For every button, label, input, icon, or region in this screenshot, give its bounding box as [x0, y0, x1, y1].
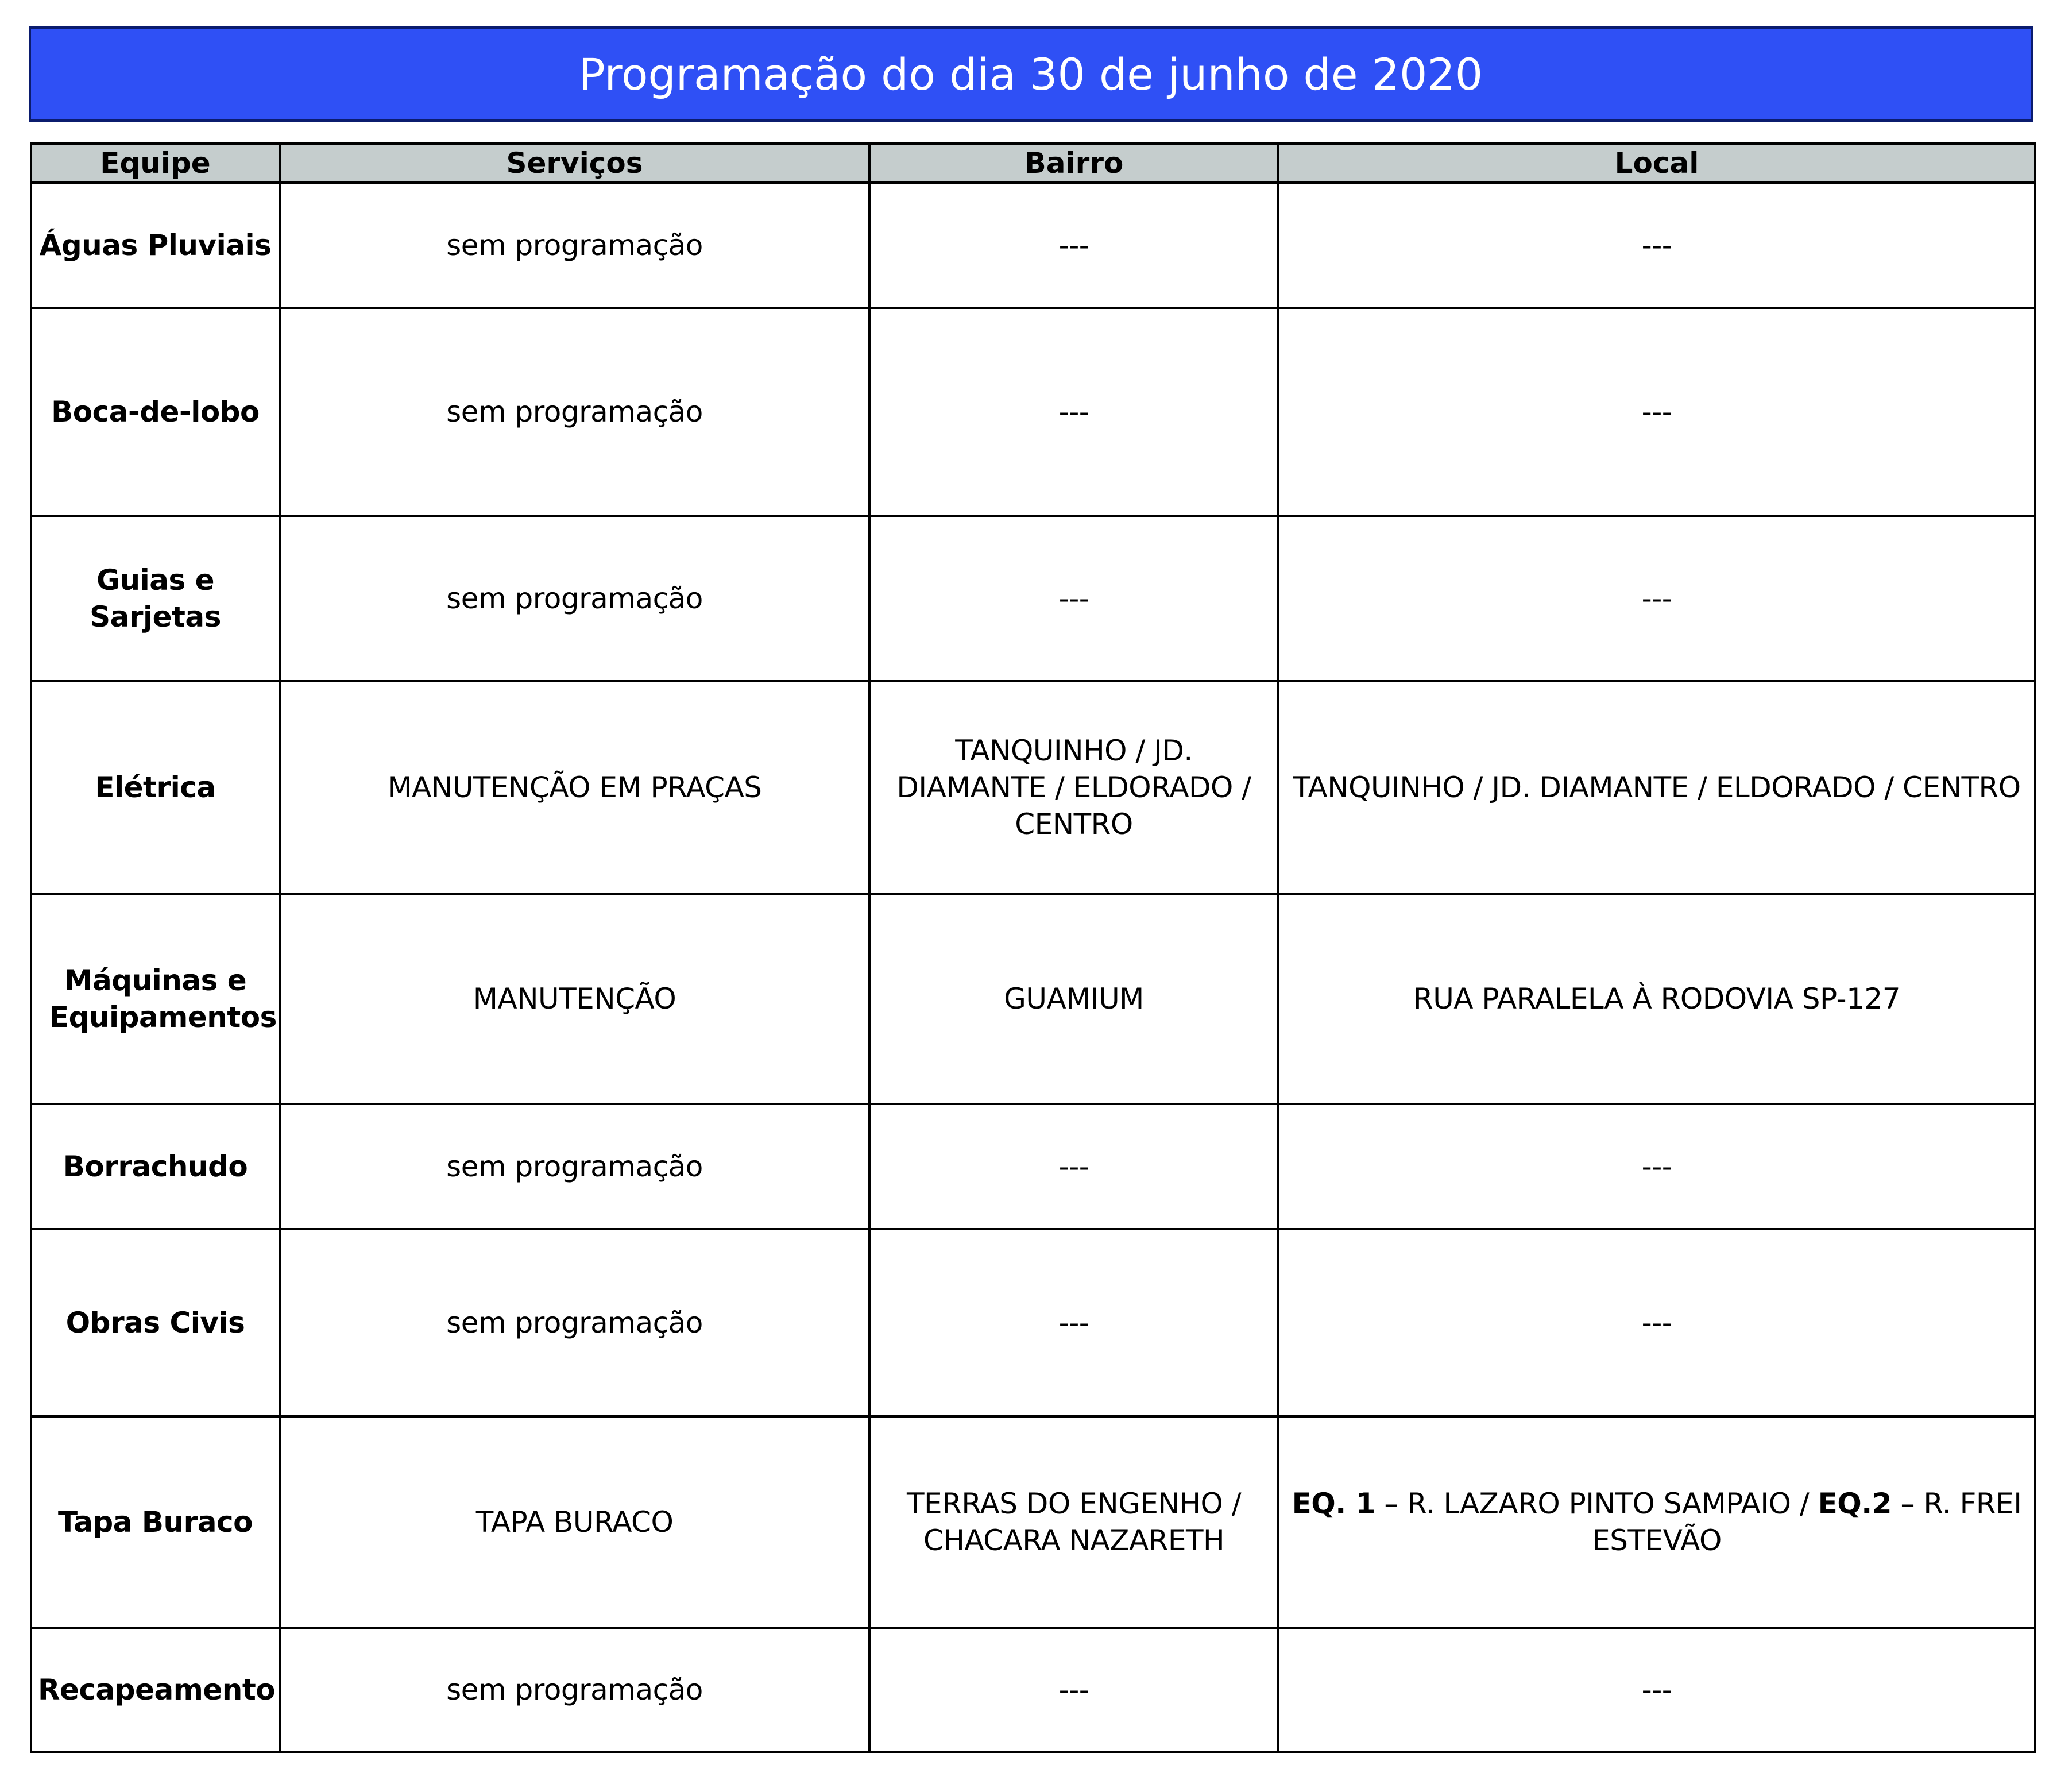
local-cell: --- — [1278, 1229, 2035, 1416]
column-header-local: Local — [1278, 144, 2035, 183]
service-cell: sem programação — [280, 1628, 869, 1752]
local-cell: --- — [1278, 516, 2035, 681]
local-eq2-text: – R. FREI ESTEVÃO — [1592, 1487, 2022, 1557]
team-cell: Guias e Sarjetas — [31, 516, 280, 681]
service-cell: sem programação — [280, 308, 869, 516]
page-title: Programação do dia 30 de junho de 2020 — [29, 26, 2033, 122]
table-header-row — [31, 144, 2035, 183]
table-row — [31, 681, 2035, 894]
team-cell: Boca-de-lobo — [31, 308, 280, 516]
table-row — [31, 1628, 2035, 1752]
local-eq2-label: EQ.2 — [1818, 1487, 1892, 1520]
service-cell: sem programação — [280, 1229, 869, 1416]
column-header-bairro: Bairro — [869, 144, 1278, 183]
local-eq1-label: EQ. 1 — [1292, 1487, 1375, 1520]
service-cell: MANUTENÇÃO EM PRAÇAS — [280, 681, 869, 894]
service-cell: MANUTENÇÃO — [280, 894, 869, 1104]
service-cell: sem programação — [280, 183, 869, 308]
local-cell: --- — [1278, 1628, 2035, 1752]
table-row — [31, 1229, 2035, 1416]
team-cell: Elétrica — [31, 681, 280, 894]
bairro-cell: GUAMIUM — [869, 894, 1278, 1104]
team-cell: Máquinas e Equipamentos — [31, 894, 280, 1104]
table-row — [31, 1416, 2035, 1628]
table-row — [31, 894, 2035, 1104]
team-cell: Águas Pluviais — [31, 183, 280, 308]
column-header-equipe: Equipe — [31, 144, 280, 183]
local-cell: --- — [1278, 183, 2035, 308]
bairro-cell: TERRAS DO ENGENHO / CHACARA NAZARETH — [869, 1416, 1278, 1628]
bairro-cell: --- — [869, 308, 1278, 516]
local-cell: --- — [1278, 1104, 2035, 1229]
table-row — [31, 516, 2035, 681]
bairro-cell: --- — [869, 516, 1278, 681]
team-cell: Tapa Buraco — [31, 1416, 280, 1628]
service-cell: sem programação — [280, 1104, 869, 1229]
column-header-servicos: Serviços — [280, 144, 869, 183]
bairro-cell: TANQUINHO / JD. DIAMANTE / ELDORADO / CENTRO — [869, 681, 1278, 894]
team-cell: Recapeamento — [31, 1628, 280, 1752]
bairro-cell: --- — [869, 1628, 1278, 1752]
team-cell: Obras Civis — [31, 1229, 280, 1416]
table-row — [31, 1104, 2035, 1229]
schedule-table — [30, 142, 2036, 1753]
service-cell: sem programação — [280, 516, 869, 681]
bairro-cell: --- — [869, 183, 1278, 308]
local-cell: --- — [1278, 308, 2035, 516]
service-cell: TAPA BURACO — [280, 1416, 869, 1628]
bairro-cell: --- — [869, 1104, 1278, 1229]
local-cell — [1278, 1416, 2035, 1628]
table-row — [31, 308, 2035, 516]
bairro-cell: --- — [869, 1229, 1278, 1416]
local-cell: RUA PARALELA À RODOVIA SP-127 — [1278, 894, 2035, 1104]
table-row — [31, 183, 2035, 308]
local-cell: TANQUINHO / JD. DIAMANTE / ELDORADO / CENTRO — [1278, 681, 2035, 894]
local-eq1-text: – R. LAZARO PINTO SAMPAIO / — [1375, 1487, 1818, 1520]
team-cell: Borrachudo — [31, 1104, 280, 1229]
